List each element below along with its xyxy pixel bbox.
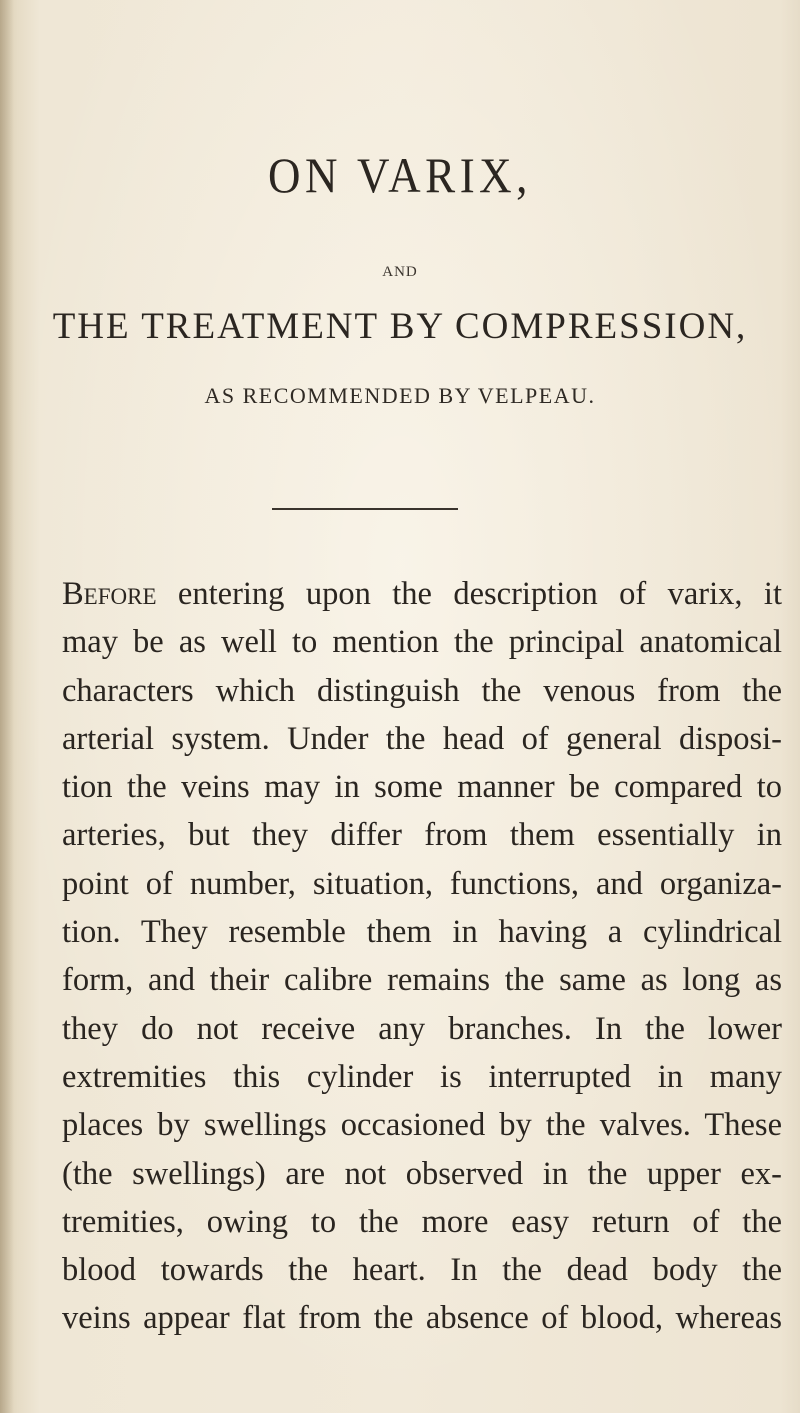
- section-divider: [272, 508, 458, 510]
- text-line: tion. They resemble them in having a cylindrical: [62, 914, 782, 951]
- text-line: point of number, situation, functions, and organiza-: [62, 865, 782, 902]
- text-line: arterial system. Under the head of general disposi-: [62, 720, 782, 757]
- text-line: veins appear flat from the absence of blood, whereas: [62, 1300, 782, 1337]
- chapter-subtitle: THE TREATMENT BY COMPRESSION,: [52, 306, 748, 347]
- text-line: extremities this cylinder is interrupted in many: [62, 1058, 782, 1095]
- text-line: [62, 570, 782, 618]
- chapter-title: ON VARIX,: [268, 147, 532, 203]
- lead-word: Before: [62, 576, 157, 612]
- text-line: characters which distinguish the venous from the: [62, 672, 782, 709]
- text-line: (the swellings) are not observed in the upper ex-: [62, 1155, 782, 1192]
- text-line: arteries, but they differ from them essentially in: [62, 817, 782, 854]
- text-line: they do not receive any branches. In the lower: [62, 1010, 782, 1047]
- text-line-rest: entering upon the description of varix, it: [156, 576, 782, 612]
- text-line: form, and their calibre remains the same as long as: [62, 962, 782, 999]
- text-line: tremities, owing to the more easy return of the: [62, 1203, 782, 1240]
- text-line: tion the veins may in some manner be compared to: [62, 769, 782, 806]
- chapter-attribution: AS RECOMMENDED BY VELPEAU.: [204, 383, 596, 408]
- text-line: may be as well to mention the principal anatomical: [62, 624, 782, 661]
- text-line: places by swellings occasioned by the valves. These: [62, 1107, 782, 1144]
- page-gutter-shadow: [0, 0, 14, 1413]
- text-line: blood towards the heart. In the dead body the: [62, 1252, 782, 1289]
- title-conjunction: AND: [382, 264, 418, 280]
- body-paragraph: [62, 570, 782, 1343]
